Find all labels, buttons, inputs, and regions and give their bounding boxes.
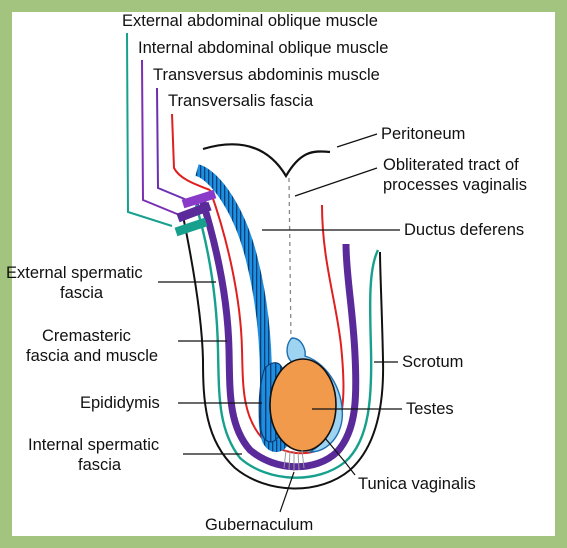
label-tunica-vaginalis: Tunica vaginalis bbox=[358, 475, 476, 493]
label-obliterated-tract-1: Obliterated tract of bbox=[383, 156, 519, 174]
label-transversus-abdominis: Transversus abdominis muscle bbox=[153, 66, 380, 84]
testis bbox=[270, 359, 336, 451]
obliterated-tract-line bbox=[289, 178, 291, 342]
label-external-spermatic-fascia-1: External spermatic bbox=[6, 264, 143, 282]
peritoneum-line bbox=[203, 144, 330, 176]
label-internal-spermatic-fascia-2: fascia bbox=[78, 456, 122, 474]
label-scrotum: Scrotum bbox=[402, 353, 464, 371]
label-external-spermatic-fascia-2: fascia bbox=[60, 284, 104, 302]
label-cremasteric-1: Cremasteric bbox=[42, 327, 131, 345]
transversus-abdominis-band bbox=[183, 194, 215, 204]
label-internal-spermatic-fascia-1: Internal spermatic bbox=[28, 436, 160, 454]
label-internal-abdominal-oblique: Internal abdominal oblique muscle bbox=[138, 39, 389, 57]
label-peritoneum: Peritoneum bbox=[381, 125, 466, 143]
label-ductus-deferens: Ductus deferens bbox=[404, 221, 525, 239]
external-oblique-line bbox=[127, 33, 172, 226]
label-external-abdominal-oblique: External abdominal oblique muscle bbox=[122, 12, 378, 30]
label-obliterated-tract-2: processes vaginalis bbox=[383, 176, 527, 194]
label-transversalis-fascia: Transversalis fascia bbox=[168, 92, 314, 110]
label-epididymis: Epididymis bbox=[80, 394, 160, 412]
label-testes: Testes bbox=[406, 400, 454, 418]
label-cremasteric-2: fascia and muscle bbox=[26, 347, 159, 365]
leader-obliterated-tract bbox=[295, 168, 377, 196]
label-gubernaculum: Gubernaculum bbox=[205, 516, 314, 534]
external-oblique-band bbox=[176, 222, 206, 232]
leader-peritoneum bbox=[337, 134, 377, 147]
